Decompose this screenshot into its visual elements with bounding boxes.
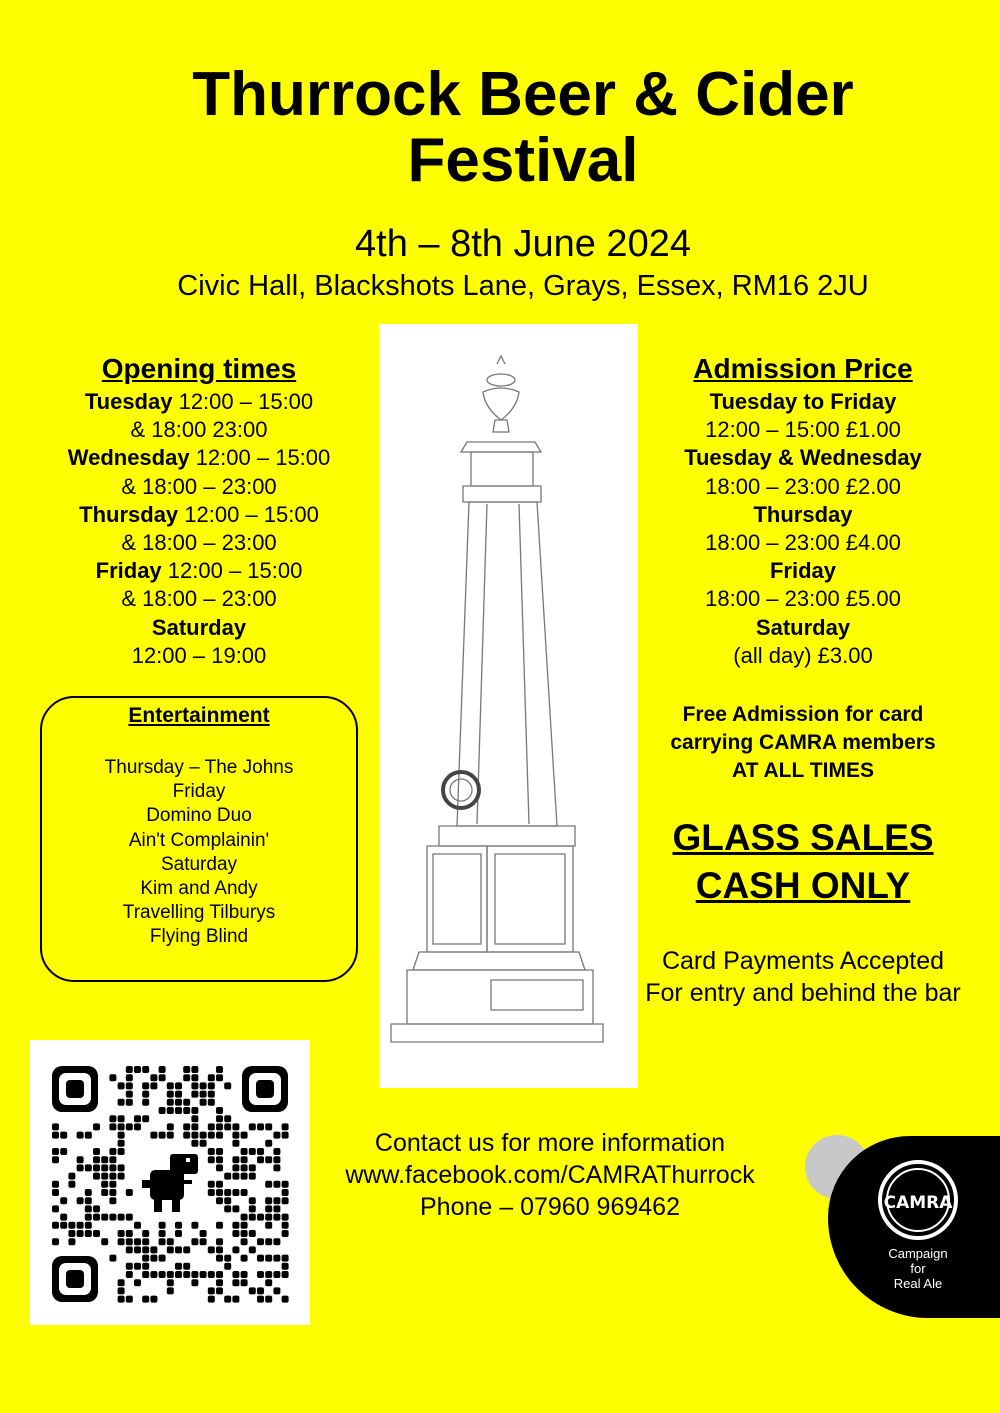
free-admission-note: [640, 701, 966, 785]
entertainment-line: Kim and Andy: [140, 878, 258, 900]
free-line: Free Admission for card: [682, 703, 924, 726]
admission-value: 12:00 – 15:00 £1.00: [705, 417, 901, 443]
camra-slogan-line: Real Ale: [893, 1276, 943, 1291]
camra-slogan: [830, 1246, 1000, 1291]
glass-line: GLASS SALES: [672, 817, 934, 858]
opening-day: Tuesday: [84, 389, 173, 414]
admission-value: 18:00 – 23:00 £5.00: [705, 586, 901, 612]
camra-badge-text: CAMRA: [883, 1193, 953, 1213]
card-line: For entry and behind the bar: [645, 979, 961, 1007]
free-line: carrying CAMRA members: [670, 731, 936, 754]
opening-time: 12:00 – 15:00: [172, 389, 314, 414]
admission-value: 18:00 – 23:00 £4.00: [705, 530, 901, 556]
opening-evening: & 18:00 – 23:00: [121, 586, 277, 612]
monument-illustration: [379, 324, 638, 1088]
qr-code[interactable]: [30, 1040, 310, 1325]
entertainment-line: Domino Duo: [146, 805, 252, 827]
glass-sales-notice: [640, 814, 966, 910]
festival-dates: 4th – 8th June 2024: [355, 223, 691, 265]
opening-row: [40, 614, 358, 642]
opening-evening: & 18:00 – 23:00: [121, 530, 277, 556]
opening-times: [40, 354, 358, 670]
contact-line: Contact us for more information: [374, 1129, 726, 1157]
title-line-1: Thurrock Beer & Cider: [192, 60, 854, 129]
opening-time: 12:00 – 15:00: [178, 501, 319, 527]
entertainment-line: Saturday: [160, 853, 238, 875]
festival-venue: Civic Hall, Blackshots Lane, Grays, Essex, RM16 2JU: [177, 270, 869, 302]
opening-evening: & 18:00 23:00: [130, 417, 268, 443]
opening-evening: & 18:00 – 23:00: [121, 473, 277, 499]
entertainment-line: Flying Blind: [149, 926, 249, 948]
admission-label: Thursday: [753, 501, 853, 527]
opening-day: Saturday: [151, 614, 247, 640]
contact-info: [300, 1127, 800, 1223]
entertainment-line: Thursday – The Johns: [104, 757, 294, 778]
camra-slogan-line: Campaign: [888, 1246, 948, 1261]
festival-title: [0, 62, 1000, 194]
card-payments-note: [620, 945, 986, 1009]
card-line: Card Payments Accepted: [661, 947, 945, 975]
opening-day: Thursday: [79, 501, 179, 527]
camra-slogan-line: for: [910, 1261, 926, 1276]
entertainment-line: Travelling Tilburys: [122, 902, 276, 924]
opening-evening: 12:00 – 19:00: [131, 642, 267, 668]
opening-time: 12:00 – 15:00: [189, 445, 331, 471]
admission-label: Tuesday & Wednesday: [684, 445, 922, 471]
opening-row: [40, 557, 358, 585]
opening-row: [40, 501, 358, 529]
title-line-2: Festival: [407, 126, 639, 195]
entertainment-line: Ain't Complainin': [128, 829, 270, 851]
admission-value: (all day) £3.00: [733, 642, 873, 668]
admission-label: Friday: [769, 558, 837, 584]
free-line: AT ALL TIMES: [732, 759, 874, 782]
obelisk-drawing-icon: [379, 324, 638, 1088]
admission-value: 18:00 – 23:00 £2.00: [705, 473, 901, 499]
qr-code-icon: [30, 1040, 310, 1325]
entertainment-box: [40, 696, 358, 982]
opening-times-heading: Opening times: [101, 353, 297, 384]
admission-label: Tuesday to Friday: [709, 389, 897, 414]
admission-label: Saturday: [755, 614, 851, 640]
glass-line: CASH ONLY: [695, 865, 911, 906]
opening-row: [40, 388, 358, 416]
opening-row: [40, 444, 358, 472]
dinosaur-icon: [142, 1154, 198, 1212]
phone-number[interactable]: Phone – 07960 969462: [420, 1193, 680, 1221]
entertainment-heading: Entertainment: [128, 704, 270, 727]
opening-day: Friday: [95, 558, 162, 584]
opening-day: Wednesday: [67, 445, 190, 471]
admission-price: [640, 354, 966, 670]
opening-time: 12:00 – 15:00: [161, 558, 303, 584]
entertainment-line: Friday: [172, 781, 226, 803]
facebook-link[interactable]: www.facebook.com/CAMRAThurrock: [345, 1161, 755, 1189]
admission-heading: Admission Price: [693, 353, 913, 384]
